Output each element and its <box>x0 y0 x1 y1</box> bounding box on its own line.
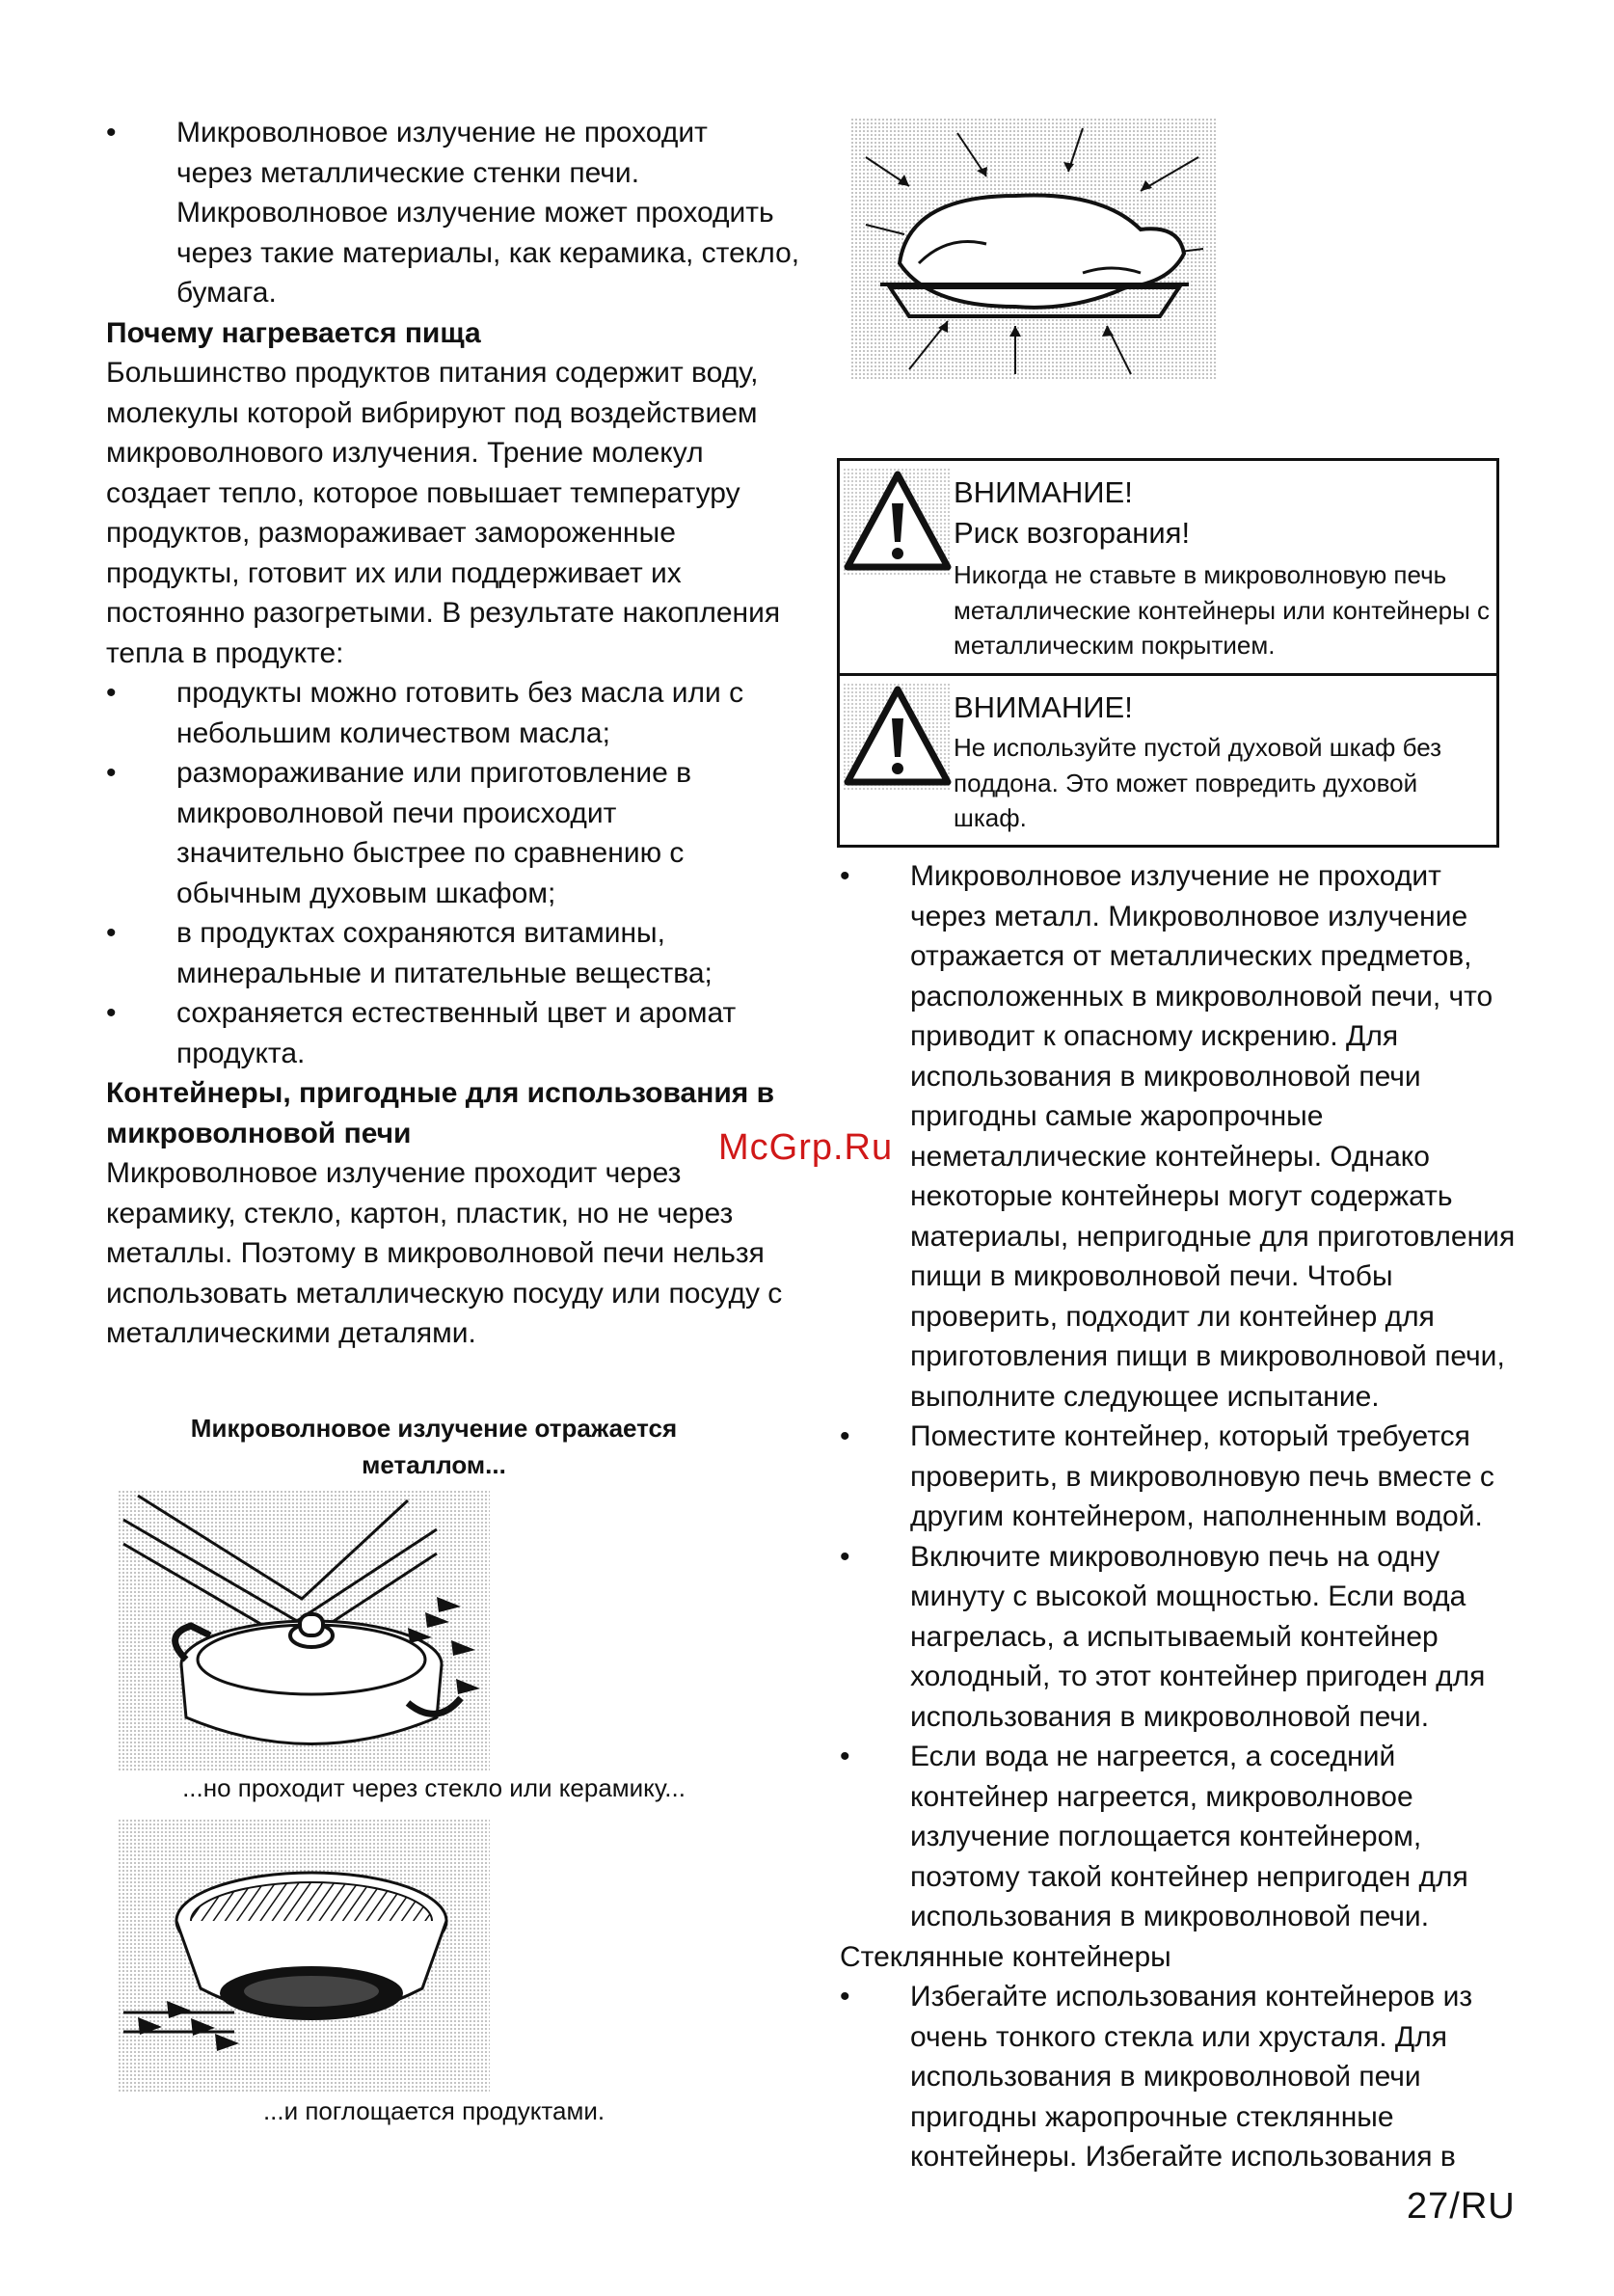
bullet-line: приводит к опасному искрению. Для <box>910 1020 1399 1052</box>
bullet-line: отражается от металлических предметов, <box>910 940 1472 972</box>
bullet-dot: • <box>840 1741 850 1772</box>
bullet-line: обычным духовым шкафом; <box>176 877 556 909</box>
why-line: продукты, готовит их или поддерживает их <box>106 556 682 589</box>
bullet-line: значительно быстрее по сравнению с <box>176 837 685 869</box>
right-column <box>840 856 1534 2177</box>
bullet-line: через металл. Микроволновое излучение <box>910 900 1468 932</box>
bullet-dot: • <box>106 917 117 949</box>
warning-text-line: поддона. Это может повредить духовой <box>954 768 1418 797</box>
bullet-dot: • <box>106 997 117 1029</box>
benefit-bullet <box>106 673 800 753</box>
heading-containers: микроволновой печи <box>106 1117 412 1149</box>
bullet-line: Включите микроволновую печь на одну <box>910 1540 1440 1573</box>
bullet-line: другим контейнером, наполненным водой. <box>910 1500 1483 1532</box>
containers-line: использовать металлическую посуду или посуду с <box>106 1277 783 1310</box>
warning-text <box>954 557 1498 663</box>
bullet-line: микроволновой печи происходит <box>176 797 617 829</box>
intro-line: через металлические стенки печи. <box>176 156 640 189</box>
metal-pot-illustration <box>119 1491 490 1770</box>
bullet-line: размораживание или приготовление в <box>176 757 692 789</box>
bullet-line: Избегайте использования контейнеров из <box>910 1981 1473 2012</box>
page-number: 27/RU <box>1407 2186 1516 2227</box>
bullet-line: нагрелась, а испытываемый контейнер <box>910 1620 1439 1653</box>
bullet-line: минуту с высокой мощностью. Если вода <box>910 1580 1466 1612</box>
why-line: продуктов, размораживает замороженные <box>106 517 676 549</box>
bullet-line: холодный, то этот контейнер пригоден для <box>910 1661 1486 1692</box>
metal-test-bullet <box>840 1417 1534 1537</box>
bullet-line: продукты можно готовить без масла или с <box>176 677 744 709</box>
bullet-line: приготовления пищи в микроволновой печи, <box>910 1340 1505 1372</box>
warning-triangle-icon <box>844 469 952 577</box>
bullet-line: небольшим количеством масла; <box>176 716 610 749</box>
bullet-line: материалы, непригодные для приготовления <box>910 1220 1516 1253</box>
intro-line: через такие материалы, как керамика, стекло, <box>176 236 800 269</box>
benefit-bullet <box>106 753 800 913</box>
caption-line: Микроволновое излучение отражается <box>190 1414 678 1443</box>
why-line: Большинство продуктов питания содержит воду, <box>106 357 759 389</box>
metal-test-bullet <box>840 1537 1534 1738</box>
left-column <box>106 113 800 1354</box>
bullet-line: некоторые контейнеры могут содержать <box>910 1180 1453 1212</box>
glass-bowl-illustration <box>119 1820 490 2093</box>
bullet-line: проверить, подходит ли контейнер для <box>910 1300 1435 1333</box>
bullet-line: контейнеры. Избегайте использования в <box>910 2141 1456 2173</box>
bullet-line: очень тонкого стекла или хрусталя. Для <box>910 2020 1447 2053</box>
bullet-line: сохраняется естественный цвет и аромат <box>176 997 737 1029</box>
intro-line: бумага. <box>176 277 277 309</box>
bullet-line: использования в микроволновой печи <box>910 2061 1421 2093</box>
why-line: молекулы которой вибрируют под воздействием <box>106 396 758 429</box>
bullet-line: контейнер нагреется, микроволновое <box>910 1780 1413 1813</box>
bullet-line: использования в микроволновой печи <box>910 1060 1421 1093</box>
bullet-dot: • <box>840 860 850 892</box>
intro-line: Микроволновое излучение может проходить <box>176 197 774 229</box>
metal-test-bullet <box>840 1737 1534 1937</box>
caption-pass: ...но проходит через стекло или керамику... <box>182 1773 686 1802</box>
warning-title: ВНИМАНИЕ! <box>954 475 1133 509</box>
warning-fire-risk <box>840 461 1496 673</box>
intro-line: Микроволновое излучение не проходит <box>176 117 708 149</box>
bullet-dot: • <box>106 757 117 789</box>
bullet-line: минеральные и питательные вещества; <box>176 957 713 989</box>
subheading-glass-containers: Стеклянные контейнеры <box>840 1940 1171 1973</box>
glass-bullet <box>840 1977 1534 2177</box>
warning-text-line: шкаф. <box>954 803 1027 832</box>
why-line: постоянно разогретыми. В результате накопления <box>106 597 781 629</box>
warning-subtitle: Риск возгорания! <box>954 516 1191 550</box>
benefit-bullet <box>106 913 800 993</box>
warnings-box <box>837 458 1499 848</box>
bullet-line: выполните следующее испытание. <box>910 1380 1380 1413</box>
why-line: тепла в продукте: <box>106 636 344 669</box>
metal-test-bullet <box>840 856 1534 1417</box>
why-line: микроволнового излучения. Трение молекул <box>106 437 704 469</box>
containers-line: керамику, стекло, картон, пластик, но не через <box>106 1197 734 1229</box>
warning-text-line: металлическим покрытием. <box>954 631 1276 660</box>
containers-line: металлическими деталями. <box>106 1317 476 1349</box>
bullet-line: пригодны жаропрочные стеклянные <box>910 2100 1394 2133</box>
bullet-line: проверить, в микроволновую печь вместе с <box>910 1460 1494 1493</box>
bullet-line: пригодны самые жаропрочные <box>910 1100 1324 1132</box>
warning-text-line: Никогда не ставьте в микроволновую печь <box>954 560 1447 589</box>
watermark: McGrp.Ru <box>718 1127 894 1168</box>
bullet-dot: • <box>840 1420 850 1452</box>
warning-text <box>954 730 1498 836</box>
bullet-line: пищи в микроволновой печи. Чтобы <box>910 1260 1393 1292</box>
bullet-line: Если вода не нагреется, а соседний <box>910 1741 1396 1772</box>
warning-empty-oven <box>840 673 1496 845</box>
benefit-bullet <box>106 993 800 1073</box>
containers-line: металлы. Поэтому в микроволновой печи нельзя <box>106 1237 765 1269</box>
warning-title: ВНИМАНИЕ! <box>954 690 1133 724</box>
bullet-line: расположенных в микроволновой печи, что <box>910 980 1493 1013</box>
bullet-line: продукта. <box>176 1037 306 1069</box>
containers-line: Микроволновое излучение проходит через <box>106 1157 682 1189</box>
bullet-line: в продуктах сохраняются витамины, <box>176 917 665 949</box>
bullet-dot: • <box>106 117 117 149</box>
why-line: создает тепло, которое повышает температуру <box>106 476 740 509</box>
bullet-line: поэтому такой контейнер непригоден для <box>910 1860 1468 1893</box>
warning-triangle-icon <box>844 684 952 792</box>
warning-text-line: Не используйте пустой духовой шкаф без <box>954 733 1442 762</box>
bullet-line: Микроволновое излучение не проходит <box>910 860 1441 892</box>
bullet-line: использования в микроволновой печи. <box>910 1700 1430 1733</box>
intro-bullet <box>106 113 800 313</box>
bullet-line: использования в микроволновой печи. <box>910 1901 1430 1932</box>
bullet-line: неметаллические контейнеры. Однако <box>910 1140 1430 1173</box>
bullet-dot: • <box>840 1540 850 1573</box>
bullet-dot: • <box>840 1981 850 2012</box>
caption-line: металлом... <box>362 1450 506 1479</box>
bullet-line: излучение поглощается контейнером, <box>910 1821 1422 1852</box>
food-microwaves-illustration <box>851 119 1218 381</box>
bullet-line: Поместите контейнер, который требуется <box>910 1420 1470 1452</box>
bullet-dot: • <box>106 677 117 709</box>
warning-text-line: металлические контейнеры или контейнеры с <box>954 595 1490 625</box>
heading-containers: Контейнеры, пригодные для использования в <box>106 1077 775 1109</box>
caption-reflect <box>106 1410 762 1483</box>
caption-absorb: ...и поглощается продуктами. <box>262 2096 605 2125</box>
heading-why-food-heats: Почему нагревается пища <box>106 316 481 349</box>
